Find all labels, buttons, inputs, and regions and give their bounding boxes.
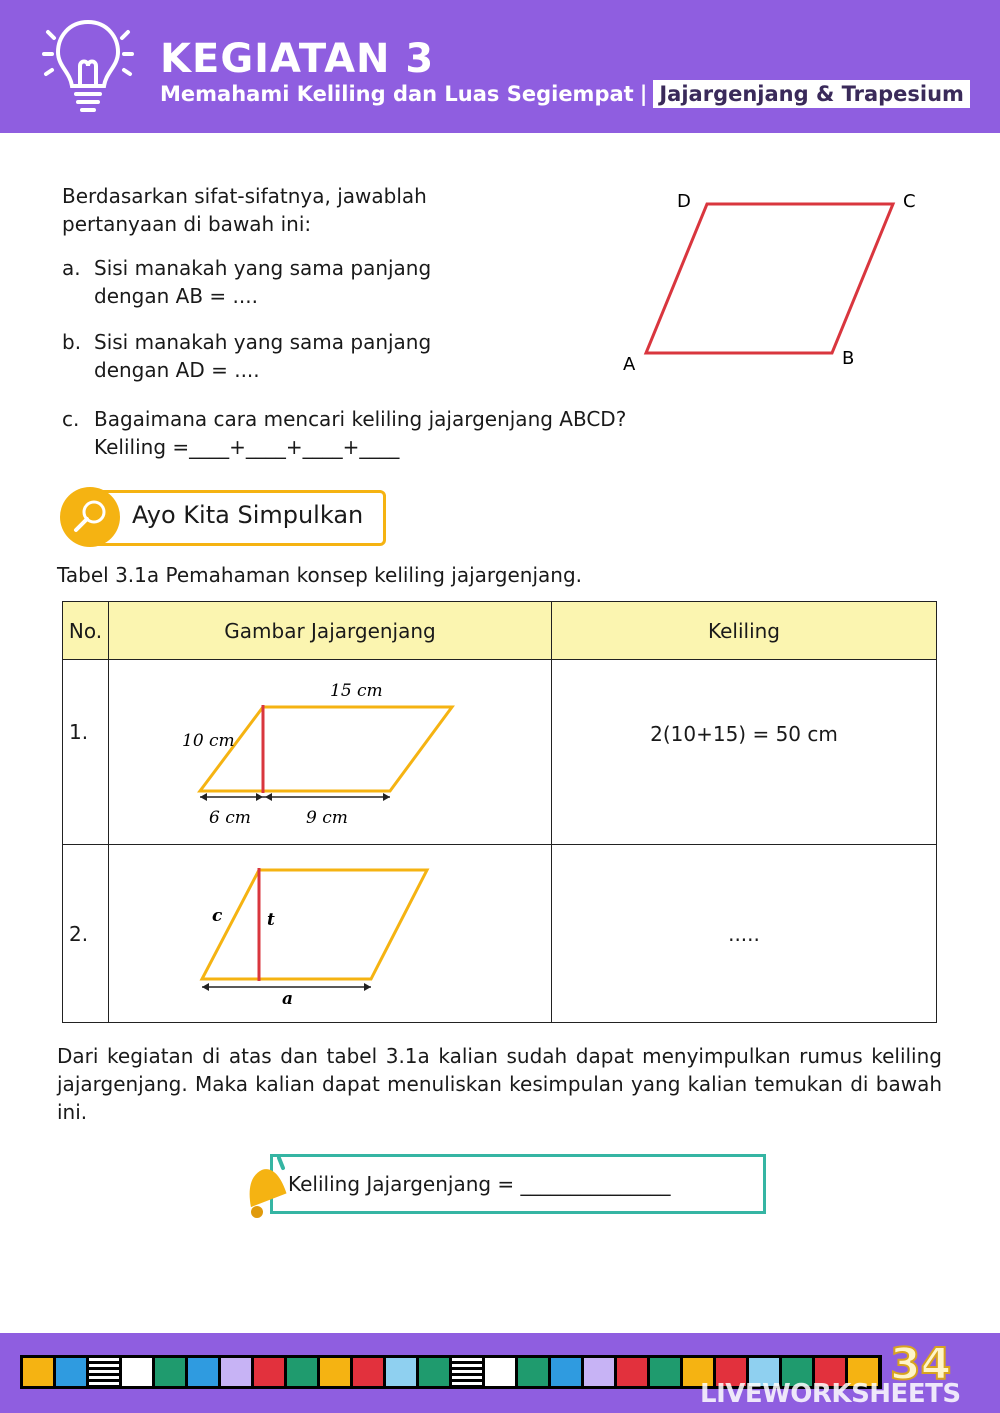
- vertex-c-label: C: [903, 191, 916, 212]
- question-line: dengan AB = ....: [94, 284, 258, 308]
- table-row: [63, 660, 937, 845]
- parallelogram-shape: [200, 707, 452, 791]
- header-gambar: Gambar Jajargenjang: [109, 602, 552, 660]
- perimeter-table: [62, 601, 937, 1023]
- arrowhead: [202, 983, 209, 991]
- magnifier-icon: [70, 497, 110, 537]
- pattern-tile: [353, 1358, 383, 1386]
- header-bar: [0, 0, 1000, 133]
- pattern-tile: [221, 1358, 251, 1386]
- row-number: 1.: [63, 660, 109, 845]
- label-base-right: 9 cm: [306, 808, 348, 828]
- pattern-tile: [287, 1358, 317, 1386]
- formula-label: Keliling Jajargenjang = _______________: [288, 1172, 671, 1196]
- row-keliling: .....: [552, 845, 937, 1023]
- row-number: 2.: [63, 845, 109, 1023]
- pattern-tile: [452, 1358, 482, 1386]
- label-base: a: [282, 989, 294, 1009]
- header-no: No.: [63, 602, 109, 660]
- bell-icon: [233, 1152, 293, 1222]
- parallelogram-abcd: [615, 185, 935, 385]
- pattern-tile: [188, 1358, 218, 1386]
- subtitle-text: Memahami Keliling dan Luas Segiempat: [160, 82, 634, 106]
- pattern-tile: [584, 1358, 614, 1386]
- parallelogram-example-1: [109, 660, 552, 839]
- question-label: b.: [62, 330, 82, 354]
- row-keliling: 2(10+15) = 50 cm: [552, 660, 937, 845]
- question-a: [62, 254, 492, 310]
- vertex-a-label: A: [623, 354, 636, 375]
- table-caption: Tabel 3.1a Pemahaman konsep keliling jajargenjang.: [57, 563, 582, 587]
- pattern-tile: [617, 1358, 647, 1386]
- pattern-tile: [56, 1358, 86, 1386]
- parallelogram-shape: [202, 870, 427, 979]
- row-figure: [109, 660, 552, 845]
- parallelogram-example-2: [109, 845, 552, 1017]
- question-line: Sisi manakah yang sama panjang: [94, 330, 432, 354]
- table-row: [63, 845, 937, 1023]
- pattern-tile: [650, 1358, 680, 1386]
- pattern-tile: [419, 1358, 449, 1386]
- intro-text: Berdasarkan sifat-sifatnya, jawablah pertanyaan di bawah ini:: [62, 184, 427, 236]
- question-c: [62, 405, 762, 461]
- header-keliling: Keliling: [552, 602, 937, 660]
- lightbulb-icon: [38, 14, 138, 119]
- pattern-tile: [485, 1358, 515, 1386]
- banner-circle: [60, 487, 120, 547]
- label-side: 10 cm: [182, 731, 235, 751]
- topic-highlight: Jajargenjang & Trapesium: [653, 80, 970, 108]
- pattern-tile: [155, 1358, 185, 1386]
- subtitle-separator: |: [639, 82, 648, 106]
- page-number: 34: [890, 1339, 952, 1390]
- question-line: Keliling =____+____+____+____: [94, 435, 400, 459]
- question-b: [62, 328, 492, 384]
- watermark: LIVEWORKSHEETS: [700, 1379, 961, 1409]
- pattern-tile: [122, 1358, 152, 1386]
- footer-bar: [0, 1333, 1000, 1413]
- question-line: Bagaimana cara mencari keliling jajargenjang ABCD?: [94, 407, 627, 431]
- label-top: 15 cm: [330, 681, 383, 701]
- page-subtitle: [160, 82, 964, 110]
- arrowhead: [383, 793, 390, 801]
- arrowhead: [364, 983, 371, 991]
- vertex-b-label: B: [842, 348, 855, 369]
- row-figure: [109, 845, 552, 1023]
- conclusion-text: Dari kegiatan di atas dan tabel 3.1a kalian sudah dapat menyimpulkan rumus keliling jajargenjang. Maka kalian dapat menuliskan kesimpulan yang kalian temukan di bawah ini.: [57, 1044, 942, 1124]
- arrowhead: [265, 793, 272, 801]
- question-line: Sisi manakah yang sama panjang: [94, 256, 432, 280]
- parallelogram-shape: [646, 204, 893, 353]
- pattern-tile: [386, 1358, 416, 1386]
- question-label: a.: [62, 256, 81, 280]
- question-label: c.: [62, 407, 80, 431]
- table-header-row: [63, 602, 937, 660]
- label-base-left: 6 cm: [209, 808, 251, 828]
- vertex-d-label: D: [677, 191, 691, 212]
- pattern-tile: [23, 1358, 53, 1386]
- question-line: dengan AD = ....: [94, 358, 260, 382]
- label-side: c: [212, 906, 223, 926]
- banner-label: Ayo Kita Simpulkan: [132, 501, 364, 529]
- pattern-tile: [254, 1358, 284, 1386]
- page-title: KEGIATAN 3: [160, 36, 435, 82]
- label-height: t: [267, 910, 275, 930]
- pattern-tile: [89, 1358, 119, 1386]
- pattern-tile: [518, 1358, 548, 1386]
- arrowhead: [256, 793, 263, 801]
- pattern-tile: [320, 1358, 350, 1386]
- arrowhead: [200, 793, 207, 801]
- pattern-tile: [551, 1358, 581, 1386]
